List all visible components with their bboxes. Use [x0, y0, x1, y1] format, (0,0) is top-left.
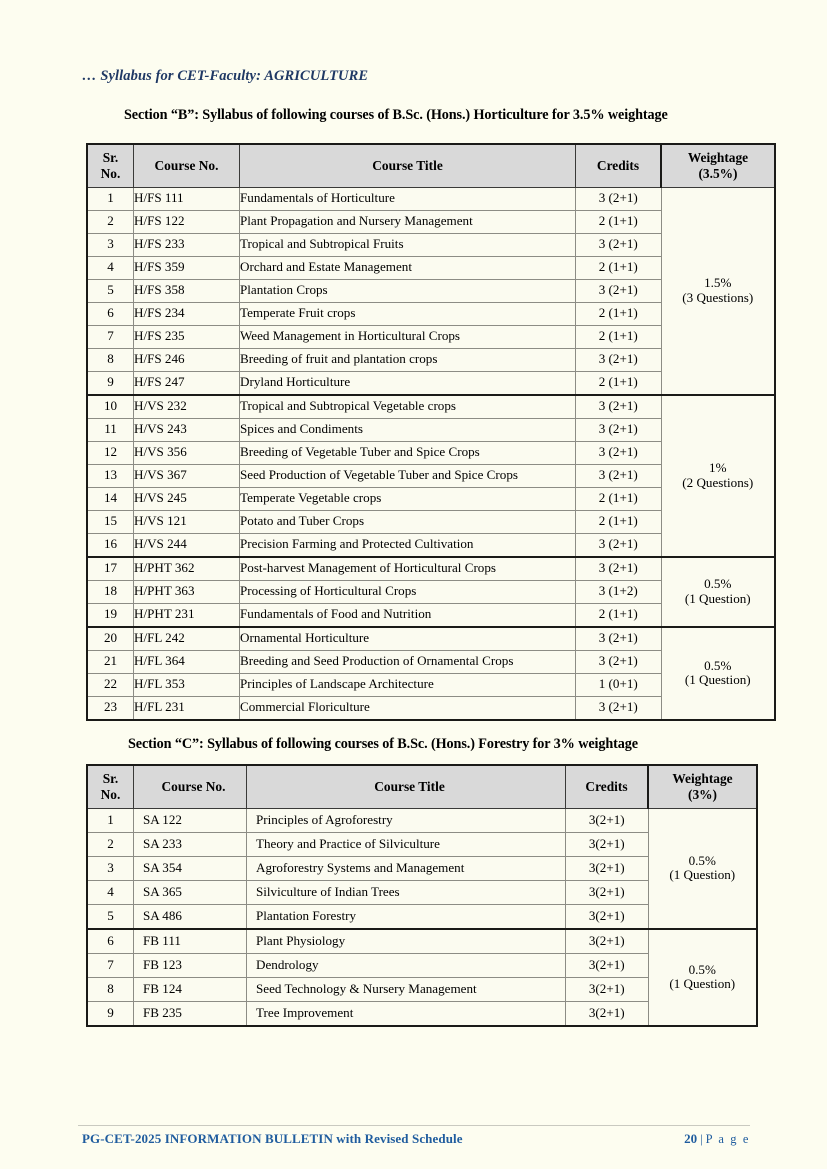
- cell-course-title: Silviculture of Indian Trees: [247, 880, 566, 904]
- cell-course-title: Plantation Crops: [240, 279, 576, 302]
- table-row: [87, 395, 775, 419]
- cell-course-no: SA 233: [134, 832, 247, 856]
- table-row: [87, 557, 775, 581]
- cell-course-no: FB 111: [134, 929, 247, 954]
- cell-course-title: Plant Propagation and Nursery Management: [240, 210, 576, 233]
- weightage-questions: (1 Question): [669, 976, 736, 992]
- cell-sr-no: 9: [87, 371, 134, 395]
- footer-document-title: PG-CET-2025 INFORMATION BULLETIN with Revised Schedule: [82, 1131, 463, 1146]
- cell-course-no: SA 122: [134, 808, 247, 832]
- footer-separator: |: [700, 1132, 703, 1146]
- cell-course-no: FB 235: [134, 1001, 247, 1026]
- footer-page-number: 20: [684, 1131, 698, 1146]
- cell-course-no: H/FS 246: [134, 348, 240, 371]
- cell-credits: 3 (2+1): [576, 395, 662, 419]
- cell-course-title: Theory and Practice of Silviculture: [247, 832, 566, 856]
- cell-course-title: Post-harvest Management of Horticultural Crops: [240, 557, 576, 581]
- cell-credits: 2 (1+1): [576, 256, 662, 279]
- cell-sr-no: 19: [87, 603, 134, 627]
- cell-credits: 3 (2+1): [576, 464, 662, 487]
- cell-credits: 2 (1+1): [576, 371, 662, 395]
- cell-sr-no: 16: [87, 533, 134, 557]
- cell-credits: 2 (1+1): [576, 325, 662, 348]
- cell-credits: 2 (1+1): [576, 510, 662, 533]
- cell-sr-no: 15: [87, 510, 134, 533]
- cell-sr-no: 9: [87, 1001, 134, 1026]
- cell-sr-no: 3: [87, 233, 134, 256]
- cell-course-no: H/FL 231: [134, 696, 240, 720]
- weightage-percent: 0.5%: [704, 657, 732, 673]
- section-c-table-body: [87, 808, 757, 1026]
- cell-course-title: Spices and Condiments: [240, 418, 576, 441]
- cell-course-title: Dryland Horticulture: [240, 371, 576, 395]
- weightage-percent: 0.5%: [688, 961, 716, 977]
- column-header-course-title: Course Title: [240, 144, 576, 187]
- cell-course-title: Processing of Horticultural Crops: [240, 580, 576, 603]
- cell-course-title: Temperate Fruit crops: [240, 302, 576, 325]
- cell-course-title: Agroforestry Systems and Management: [247, 856, 566, 880]
- page-footer: [82, 1131, 750, 1147]
- section-c-table-header: [87, 765, 757, 808]
- weightage-questions: (1 Question): [684, 672, 751, 688]
- cell-credits: 3 (2+1): [576, 279, 662, 302]
- cell-sr-no: 20: [87, 627, 134, 651]
- weightage-line1: Weightage: [687, 150, 749, 165]
- section-b-table-header: [87, 144, 775, 187]
- cell-course-title: Precision Farming and Protected Cultivation: [240, 533, 576, 557]
- cell-course-no: H/VS 356: [134, 441, 240, 464]
- cell-course-title: Seed Production of Vegetable Tuber and Spice Crops: [240, 464, 576, 487]
- sr-no-line1: Sr.: [102, 150, 119, 165]
- cell-course-title: Tree Improvement: [247, 1001, 566, 1026]
- weightage-line2: (3.5%): [698, 165, 738, 181]
- cell-sr-no: 6: [87, 929, 134, 954]
- cell-course-no: H/VS 245: [134, 487, 240, 510]
- column-header-course-no: Course No.: [134, 765, 247, 808]
- cell-course-no: H/FS 122: [134, 210, 240, 233]
- weightage-percent: 1.5%: [704, 275, 732, 291]
- cell-credits: 2 (1+1): [576, 302, 662, 325]
- cell-course-no: H/FS 233: [134, 233, 240, 256]
- cell-sr-no: 7: [87, 325, 134, 348]
- table-header-row: [87, 765, 757, 808]
- cell-sr-no: 5: [87, 279, 134, 302]
- cell-course-no: H/FL 353: [134, 673, 240, 696]
- cell-credits: 3(2+1): [566, 953, 649, 977]
- cell-credits: 3 (2+1): [576, 533, 662, 557]
- cell-sr-no: 2: [87, 210, 134, 233]
- cell-credits: 3(2+1): [566, 904, 649, 929]
- cell-course-title: Ornamental Horticulture: [240, 627, 576, 651]
- column-header-credits: Credits: [576, 144, 662, 187]
- cell-course-no: H/VS 121: [134, 510, 240, 533]
- column-header-weightage: [661, 144, 775, 187]
- cell-weightage: [661, 627, 775, 720]
- cell-credits: 3 (2+1): [576, 233, 662, 256]
- cell-sr-no: 1: [87, 808, 134, 832]
- weightage-questions: (3 Questions): [682, 289, 754, 305]
- cell-course-title: Seed Technology & Nursery Management: [247, 977, 566, 1001]
- cell-weightage: [648, 929, 757, 1026]
- cell-sr-no: 4: [87, 256, 134, 279]
- cell-course-no: H/PHT 362: [134, 557, 240, 581]
- cell-sr-no: 22: [87, 673, 134, 696]
- footer-page-indicator: [684, 1131, 750, 1147]
- sr-no-line2: No.: [100, 786, 121, 802]
- cell-credits: 2 (1+1): [576, 603, 662, 627]
- cell-course-no: SA 486: [134, 904, 247, 929]
- cell-weightage: [661, 557, 775, 627]
- cell-course-no: H/FS 235: [134, 325, 240, 348]
- cell-credits: 3(2+1): [566, 880, 649, 904]
- cell-sr-no: 18: [87, 580, 134, 603]
- table-row: [87, 929, 757, 954]
- cell-sr-no: 5: [87, 904, 134, 929]
- cell-credits: 3 (2+1): [576, 650, 662, 673]
- cell-sr-no: 10: [87, 395, 134, 419]
- cell-credits: 3 (2+1): [576, 187, 662, 210]
- cell-sr-no: 6: [87, 302, 134, 325]
- cell-course-no: SA 354: [134, 856, 247, 880]
- column-header-sr-no: [87, 144, 134, 187]
- cell-credits: 2 (1+1): [576, 487, 662, 510]
- cell-course-title: Tropical and Subtropical Vegetable crops: [240, 395, 576, 419]
- cell-sr-no: 1: [87, 187, 134, 210]
- section-b-heading: Section “B”: Syllabus of following courses of B.Sc. (Hons.) Horticulture for 3.5% weightage: [124, 107, 668, 123]
- cell-course-title: Fundamentals of Horticulture: [240, 187, 576, 210]
- cell-course-title: Orchard and Estate Management: [240, 256, 576, 279]
- cell-credits: 3 (2+1): [576, 696, 662, 720]
- cell-sr-no: 3: [87, 856, 134, 880]
- cell-sr-no: 12: [87, 441, 134, 464]
- cell-course-no: H/FS 359: [134, 256, 240, 279]
- cell-credits: 3(2+1): [566, 1001, 649, 1026]
- sr-no-line1: Sr.: [102, 771, 119, 786]
- cell-sr-no: 4: [87, 880, 134, 904]
- weightage-percent: 1%: [709, 460, 727, 476]
- cell-course-no: H/FS 247: [134, 371, 240, 395]
- cell-course-no: H/PHT 363: [134, 580, 240, 603]
- cell-course-no: H/FS 111: [134, 187, 240, 210]
- section-c-heading: Section “C”: Syllabus of following courses of B.Sc. (Hons.) Forestry for 3% weightage: [128, 736, 638, 752]
- cell-course-no: FB 124: [134, 977, 247, 1001]
- sr-no-line2: No.: [100, 165, 121, 181]
- cell-sr-no: 23: [87, 696, 134, 720]
- cell-sr-no: 8: [87, 348, 134, 371]
- cell-credits: 3 (2+1): [576, 418, 662, 441]
- cell-course-no: H/VS 367: [134, 464, 240, 487]
- cell-sr-no: 13: [87, 464, 134, 487]
- cell-credits: 3(2+1): [566, 929, 649, 954]
- footer-divider: [78, 1125, 750, 1126]
- cell-course-title: Principles of Agroforestry: [247, 808, 566, 832]
- cell-weightage: [661, 395, 775, 557]
- weightage-questions: (1 Question): [684, 590, 751, 606]
- section-c-table: [86, 764, 758, 1027]
- cell-course-title: Fundamentals of Food and Nutrition: [240, 603, 576, 627]
- cell-course-title: Principles of Landscape Architecture: [240, 673, 576, 696]
- cell-sr-no: 21: [87, 650, 134, 673]
- cell-course-title: Weed Management in Horticultural Crops: [240, 325, 576, 348]
- weightage-questions: (1 Question): [669, 867, 736, 883]
- cell-course-title: Commercial Floriculture: [240, 696, 576, 720]
- cell-course-title: Plantation Forestry: [247, 904, 566, 929]
- cell-course-no: H/PHT 231: [134, 603, 240, 627]
- cell-credits: 2 (1+1): [576, 210, 662, 233]
- cell-credits: 3(2+1): [566, 977, 649, 1001]
- cell-course-no: FB 123: [134, 953, 247, 977]
- section-b-table-body: [87, 187, 775, 720]
- cell-course-no: H/VS 243: [134, 418, 240, 441]
- cell-credits: 3 (1+2): [576, 580, 662, 603]
- table-header-row: [87, 144, 775, 187]
- cell-course-no: H/VS 244: [134, 533, 240, 557]
- weightage-percent: 0.5%: [704, 576, 732, 592]
- cell-course-title: Breeding of fruit and plantation crops: [240, 348, 576, 371]
- cell-credits: 3(2+1): [566, 832, 649, 856]
- cell-course-no: H/VS 232: [134, 395, 240, 419]
- cell-sr-no: 14: [87, 487, 134, 510]
- column-header-course-no: Course No.: [134, 144, 240, 187]
- table-row: [87, 808, 757, 832]
- cell-sr-no: 11: [87, 418, 134, 441]
- cell-credits: 3 (2+1): [576, 441, 662, 464]
- section-b-table: [86, 143, 776, 721]
- cell-course-no: H/FS 234: [134, 302, 240, 325]
- cell-course-title: Breeding and Seed Production of Ornamental Crops: [240, 650, 576, 673]
- weightage-percent: 0.5%: [688, 852, 716, 868]
- cell-credits: 3 (2+1): [576, 348, 662, 371]
- cell-sr-no: 2: [87, 832, 134, 856]
- table-row: [87, 627, 775, 651]
- column-header-credits: Credits: [566, 765, 649, 808]
- cell-course-title: Dendrology: [247, 953, 566, 977]
- cell-course-title: Potato and Tuber Crops: [240, 510, 576, 533]
- cell-sr-no: 17: [87, 557, 134, 581]
- cell-weightage: [648, 808, 757, 929]
- cell-course-no: H/FL 242: [134, 627, 240, 651]
- cell-course-title: Temperate Vegetable crops: [240, 487, 576, 510]
- column-header-course-title: Course Title: [247, 765, 566, 808]
- cell-course-title: Breeding of Vegetable Tuber and Spice Crops: [240, 441, 576, 464]
- cell-course-title: Tropical and Subtropical Fruits: [240, 233, 576, 256]
- cell-course-no: H/FL 364: [134, 650, 240, 673]
- running-head: … Syllabus for CET-Faculty: AGRICULTURE: [82, 68, 369, 84]
- cell-credits: 3 (2+1): [576, 557, 662, 581]
- cell-course-no: SA 365: [134, 880, 247, 904]
- weightage-line1: Weightage: [672, 771, 733, 786]
- cell-weightage: [661, 187, 775, 395]
- cell-course-title: Plant Physiology: [247, 929, 566, 954]
- cell-course-no: H/FS 358: [134, 279, 240, 302]
- cell-credits: 3(2+1): [566, 856, 649, 880]
- cell-credits: 3 (2+1): [576, 627, 662, 651]
- footer-page-word: P a g e: [705, 1132, 750, 1146]
- table-row: [87, 187, 775, 210]
- cell-credits: 1 (0+1): [576, 673, 662, 696]
- weightage-questions: (2 Questions): [682, 474, 754, 490]
- weightage-line2: (3%): [687, 786, 717, 802]
- cell-credits: 3(2+1): [566, 808, 649, 832]
- column-header-sr-no: [87, 765, 134, 808]
- cell-sr-no: 7: [87, 953, 134, 977]
- column-header-weightage: [648, 765, 757, 808]
- cell-sr-no: 8: [87, 977, 134, 1001]
